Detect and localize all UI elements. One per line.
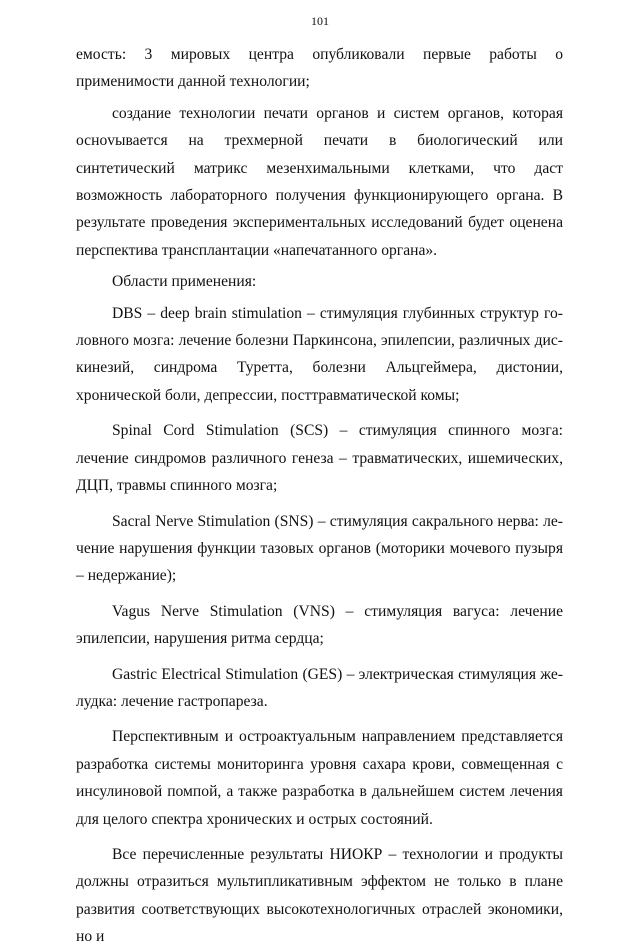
document-body	[76, 41, 563, 951]
page-number: 101	[311, 14, 329, 28]
paragraph-rnd-results: Все перечисленные результаты НИОКР – технологии и продукты должны отразиться мультипликативным эффектом не только в плане развития соответствующих высокотехнологичных отраслей экономики, но и	[76, 845, 563, 946]
paragraph-applications-heading: Области применения:	[112, 273, 257, 291]
paragraph-continuation: емость: 3 мировых центра опубликовали первые работы о применимости данной технологии;	[76, 46, 563, 91]
paragraph-scs: Spinal Cord Stimulation (SCS) – стимуляция спинного мозга: лечение синдромов различного генеза – травматических, ишемических, ДЦП, травмы спинного мозга;	[76, 422, 563, 495]
paragraph-glucose-monitoring: Перспективным и остроактуальным направлением представляется разработка системы мониторинга уровня сахара крови, совмещенная с инсулиновой помпой, а также разработка в дальнейшем систем лечения для целого спектра хронических и острых состояний.	[76, 728, 563, 828]
paragraph-organ-printing: создание технологии печати органов и систем органов, которая осноvывается на трехмерной печати в биологический или синтетический матрикс мезенхимальными клетками, что даст возможность лабораторного получения функционирующего органа. В результате проведения экспериментальных исследований будет оценена перспектива трансплантации «напечатанного органа».	[76, 104, 563, 259]
paragraph-sns: Sacral Nerve Stimulation (SNS) – стимуляция сакрального нерва: лечение нарушения функции тазовых органов (моторики мочевого пузыря – недержание);	[76, 512, 563, 585]
paragraph-dbs: DBS – deep brain stimulation – стимуляция глубинных структур головного мозга: лечение болезни Паркинсона, эпилепсии, различных дискинезий, синдрома Туретта, болезни Альцгеймера, дистонии, хронической боли, депрессии, посттравматической комы;	[76, 304, 563, 404]
paragraph-vns: Vagus Nerve Stimulation (VNS) – стимуляция вагуса: лечение эпилепсии, нарушения ритма сердца;	[76, 602, 563, 648]
paragraph-ges: Gastric Electrical Stimulation (GES) – электрическая стимуляция желудка: лечение гастропареза.	[76, 665, 563, 710]
